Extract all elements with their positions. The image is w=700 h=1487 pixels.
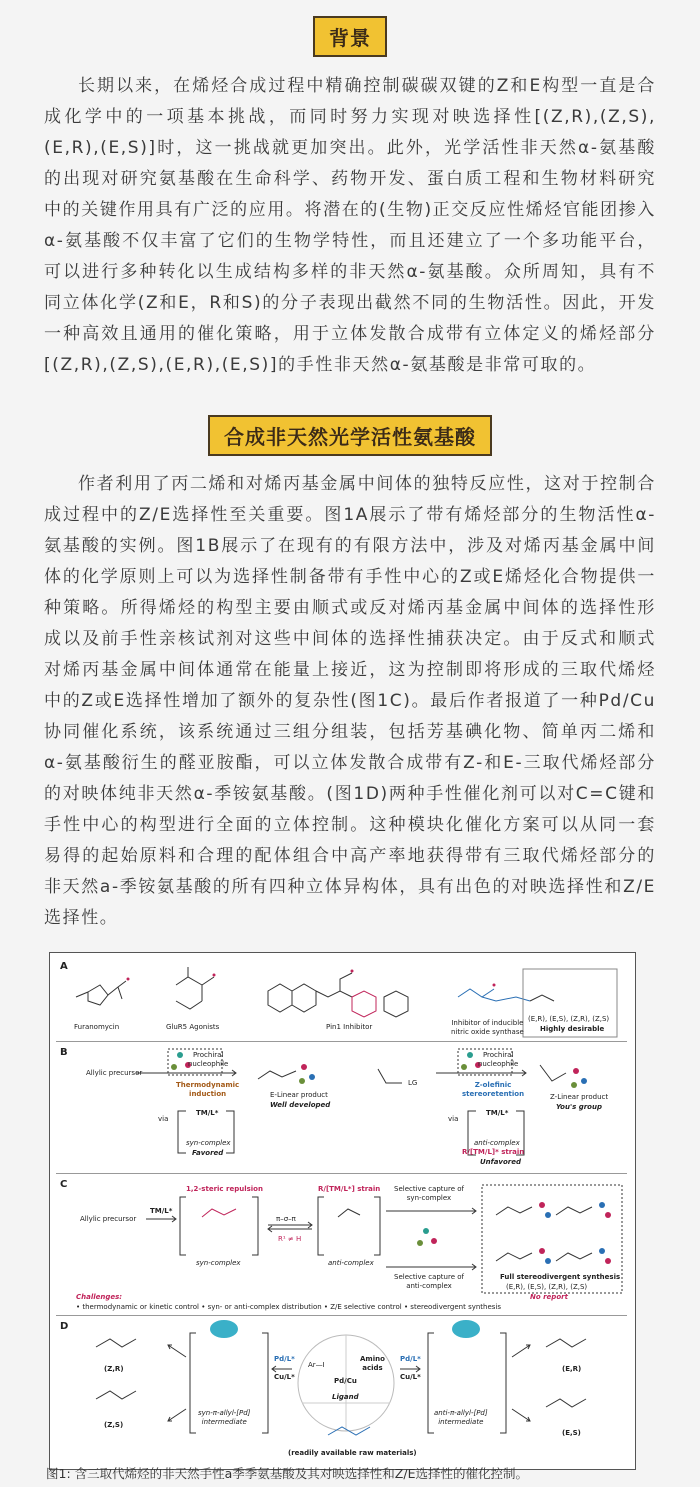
panel-a — [56, 957, 627, 1042]
b-thermo: Thermodynamic induction — [176, 1081, 240, 1098]
b-tm-left: TM/L* — [196, 1109, 219, 1117]
b-nucleophile-left: Prochiral nucleophile — [188, 1051, 229, 1068]
d-anti-intermediate: anti-π-allyl-[Pd] intermediate — [434, 1409, 488, 1426]
c-syn-complex: syn-complex — [196, 1259, 241, 1267]
b-your-group: You's group — [556, 1103, 602, 1111]
b-e-product: E-Linear product — [270, 1091, 328, 1099]
d-zr: (Z,R) — [104, 1365, 124, 1373]
b-tm-right: TM/L* — [486, 1109, 509, 1117]
c-pi-sigma: π–σ–π — [276, 1215, 296, 1223]
panel-b — [56, 1043, 627, 1174]
b-via-left: via — [158, 1115, 169, 1123]
d-raw: (readily available raw materials) — [288, 1449, 417, 1457]
d-ligand: Ligand — [332, 1393, 359, 1401]
section-heading-synthesis: 合成非天然光学活性氨基酸 — [208, 415, 492, 456]
b-well-developed: Well developed — [270, 1101, 331, 1109]
c-r-ne-h: R¹ ≠ H — [278, 1235, 302, 1243]
b-z-retention: Z-olefinic stereoretention — [462, 1081, 525, 1098]
panel-a-label: A — [60, 961, 68, 972]
synthesis-paragraph: 作者利用了丙二烯和对烯丙基金属中间体的独特反应性，这对于控制合成过程中的Z/E选择性至关重要。图1A展示了带有烯烃部分的生物活性α-氨基酸的实例。图1B展示了在现有的有限方法中，涉及对烯丙基金属中间体的化学原则上可以为选择性制备带有手性中心的Z或E烯烃化合物提供一种策略。所得烯烃的构型主要由顺式或反对烯丙基金属中间体的选择性形成以及前手性亲核试剂对这些中间体的选择性捕获决定。由于反式和顺式对烯丙基金属中间体通常在能量上接近，这为控制即将形成的三取代烯烃中的Z或E选择性增加了额外的复杂性(图1C)。最后作者报道了一种Pd/Cu协同催化系统，该系统通过三组分组装，包括芳基碘化物、简单丙二烯和α-氨基酸衍生的醛亚胺酯，可以立体发散合成带有Z-和E-三取代烯烃部分的对映体纯非天然α-季铵氨基酸。(图1D)两种手性催化剂可以对C=C键和手性中心的构型进行全面的立体控制。这种模块化催化方案可以从同一套易得的起始原料和合理的配体组合中高产率地获得带有三取代烯烃部分的非天然a-季铵氨基酸的所有四种立体异构体，具有出色的对映选择性和Z/E选择性。 — [44, 474, 656, 928]
section-heading-background: 背景 — [313, 16, 387, 57]
box-note: Highly desirable — [540, 1025, 605, 1033]
c-challenges: • thermodynamic or kinetic control • syn- or anti-complex distribution • Z/E selective control • stereodivergent synthesis — [76, 1303, 502, 1311]
compound-glur5: GluR5 Agonists — [166, 1023, 220, 1031]
panel-c — [56, 1175, 627, 1316]
d-es: (E,S) — [562, 1429, 581, 1437]
compound-pin1: Pin1 Inhibitor — [326, 1023, 373, 1031]
d-pd-right: Pd/L* — [400, 1355, 421, 1363]
compound-inos: Inhibitor of inducible nitric oxide synthase — [451, 1019, 524, 1036]
c-challenges-title: Challenges: — [76, 1293, 123, 1301]
d-pdcu: Pd/Cu — [334, 1377, 357, 1385]
d-ar-i: Ar—I — [308, 1361, 325, 1369]
panel-d-drawing — [56, 1317, 627, 1463]
c-capture-anti: Selective capture of anti-complex — [394, 1273, 464, 1290]
c-repulsion: 1,2-steric repulsion — [186, 1185, 263, 1193]
scheme-figure — [49, 952, 636, 1470]
d-cu-left: Cu/L* — [274, 1373, 295, 1381]
c-anti-complex: anti-complex — [328, 1259, 374, 1267]
b-lg: LG — [408, 1079, 418, 1087]
panel-b-arrows — [56, 1043, 627, 1173]
panel-d — [56, 1317, 627, 1463]
b-favored: Favored — [192, 1149, 224, 1157]
b-via-right: via — [448, 1115, 459, 1123]
d-amino: Amino acids — [360, 1355, 385, 1372]
b-allylic-precursor: Allylic precursor — [86, 1069, 143, 1077]
d-syn-intermediate: syn-π-allyl-[Pd] intermediate — [198, 1409, 251, 1426]
box-isomers: (E,R), (E,S), (Z,R), (Z,S) — [528, 1015, 610, 1023]
compound-furanomycin: Furanomycin — [74, 1023, 120, 1031]
b-z-product: Z-Linear product — [550, 1093, 609, 1101]
d-cu-right: Cu/L* — [400, 1373, 421, 1381]
c-capture-syn: Selective capture of syn-complex — [394, 1185, 464, 1202]
panel-d-label: D — [60, 1321, 69, 1332]
d-zs: (Z,S) — [104, 1421, 124, 1429]
figure-caption: 图1: 含三取代烯烃的非天然手性a季季氨基酸及其对映选择性和Z/E选择性的催化控制。 — [46, 1466, 528, 1481]
panel-c-label: C — [60, 1179, 68, 1190]
c-full-isomers: (E,R), (E,S), (Z,R), (Z,S) — [506, 1283, 588, 1291]
c-tm: TM/L* — [150, 1207, 173, 1215]
b-unfavored: Unfavored — [480, 1158, 522, 1166]
c-full: Full stereodivergent synthesis — [500, 1273, 621, 1281]
c-strain: R/[TM/L*] strain — [318, 1185, 381, 1193]
b-strain: R/[TM/L]* strain — [462, 1148, 525, 1156]
d-pd-left: Pd/L* — [274, 1355, 295, 1363]
d-er: (E,R) — [562, 1365, 582, 1373]
c-no-report: No report — [530, 1293, 568, 1301]
b-anti-complex: anti-complex — [474, 1139, 520, 1147]
c-allylic-precursor: Allylic precursor — [80, 1215, 137, 1223]
b-nucleophile-right: Prochiral nucleophile — [478, 1051, 519, 1068]
background-paragraph: 长期以来，在烯烃合成过程中精确控制碳碳双键的Z和E构型一直是合成化学中的一项基本挑战，而同时努力实现对映选择性[(Z,R),(Z,S),(E,R),(E,S)]时，这一挑战就更加突出。此外，光学活性非天然α-氨基酸的出现对研究氨基酸在生命科学、药物开发、蛋白质工程和生物材料研究中的关键作用具有广泛的应用。将潜在的(生物)正交反应性烯烃官能团掺入α-氨基酸不仅丰富了它们的生物学特性，而且还建立了一个多功能平台，可以进行多种转化以生成结构多样的非天然α-氨基酸。众所周知，具有不同立体化学(Z和E，R和S)的分子表现出截然不同的生物活性。因此，开发一种高效且通用的催化策略，用于立体发散合成带有立体定义的烯烃部分[(Z,R),(Z,S),(E,R),(E,S)]的手性非天然α-氨基酸是非常可取的。 — [44, 76, 656, 375]
panel-b-label: B — [60, 1047, 68, 1058]
b-syn-complex: syn-complex — [186, 1139, 231, 1147]
